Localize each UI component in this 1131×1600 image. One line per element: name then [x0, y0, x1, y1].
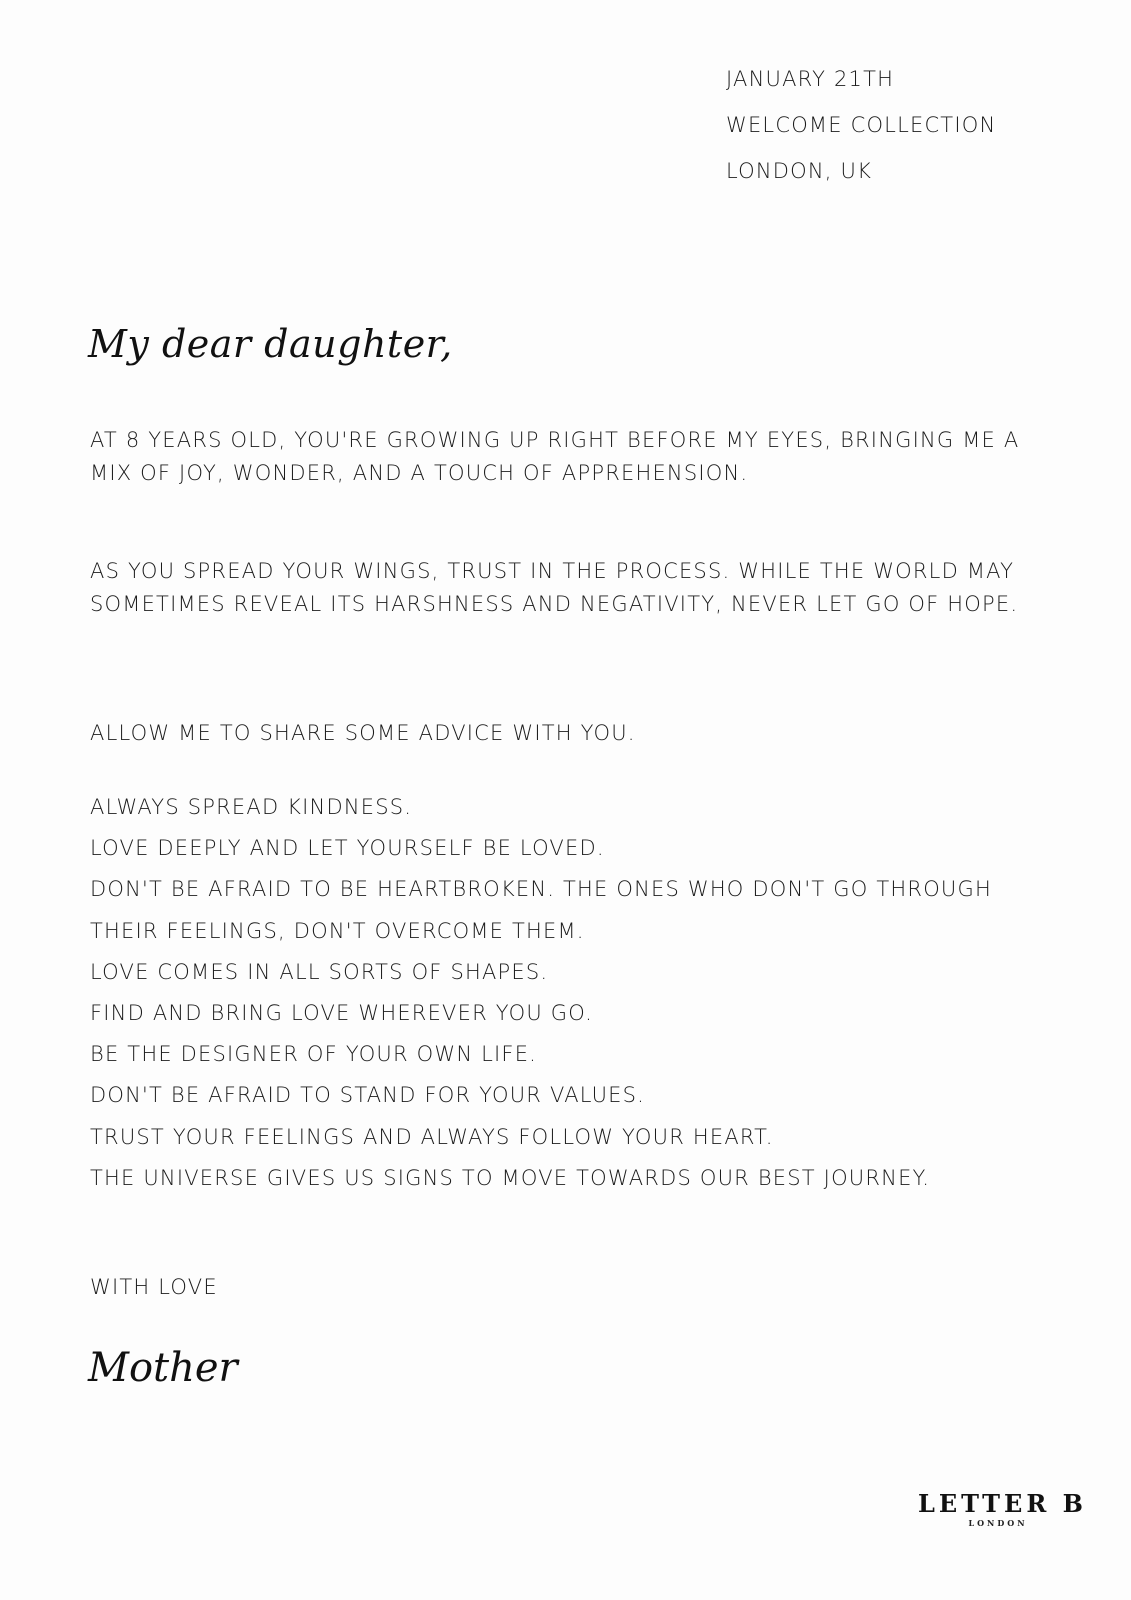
advice-item: BE THE DESIGNER OF YOUR OWN LIFE. — [90, 1042, 538, 1067]
brand-logo — [918, 1489, 1087, 1528]
advice-list — [90, 787, 1050, 1199]
body-paragraph-2: AS YOU SPREAD YOUR WINGS, TRUST IN THE PROCESS. WHILE THE WORLD MAY SOMETIMES REVEAL ITS HARSHNESS AND NEGATIVITY, NEVER LET GO OF HOPE. — [90, 559, 1019, 616]
salutation: My dear daughter, — [88, 322, 453, 366]
letter-venue: WELCOME COLLECTION — [726, 113, 997, 137]
letter-header — [726, 64, 1106, 202]
signature: Mother — [88, 1345, 238, 1391]
advice-item: FIND AND BRING LOVE WHEREVER YOU GO. — [90, 1001, 594, 1026]
closing: WITH LOVE — [90, 1275, 218, 1299]
advice-item: TRUST YOUR FEELINGS AND ALWAYS FOLLOW YOUR HEART. — [90, 1124, 774, 1149]
advice-item: DON'T BE AFRAID TO BE HEARTBROKEN. THE ONES WHO DON'T GO THROUGH THEIR FEELINGS, DON'T OVERCOME THEM. — [90, 877, 992, 943]
body-paragraph-3: ALLOW ME TO SHARE SOME ADVICE WITH YOU. — [90, 721, 636, 745]
advice-item: THE UNIVERSE GIVES US SIGNS TO MOVE TOWARDS OUR BEST JOURNEY. — [90, 1165, 931, 1190]
advice-item: LOVE DEEPLY AND LET YOURSELF BE LOVED. — [90, 836, 605, 861]
advice-item: DON'T BE AFRAID TO STAND FOR YOUR VALUES. — [90, 1083, 646, 1108]
advice-item: LOVE COMES IN ALL SORTS OF SHAPES. — [90, 959, 549, 984]
brand-logo-city: LONDON — [968, 1518, 1028, 1528]
advice-item: ALWAYS SPREAD KINDNESS. — [90, 795, 413, 819]
brand-logo-name: LETTER B — [918, 1489, 1087, 1518]
letter-date: JANUARY 21TH — [726, 67, 895, 91]
letter-location: LONDON, UK — [726, 159, 873, 183]
body-paragraph-1: AT 8 YEARS OLD, YOU'RE GROWING UP RIGHT BEFORE MY EYES, BRINGING ME A MIX OF JOY, WONDER, AND A TOUCH OF APPREHENSION. — [90, 428, 1020, 485]
